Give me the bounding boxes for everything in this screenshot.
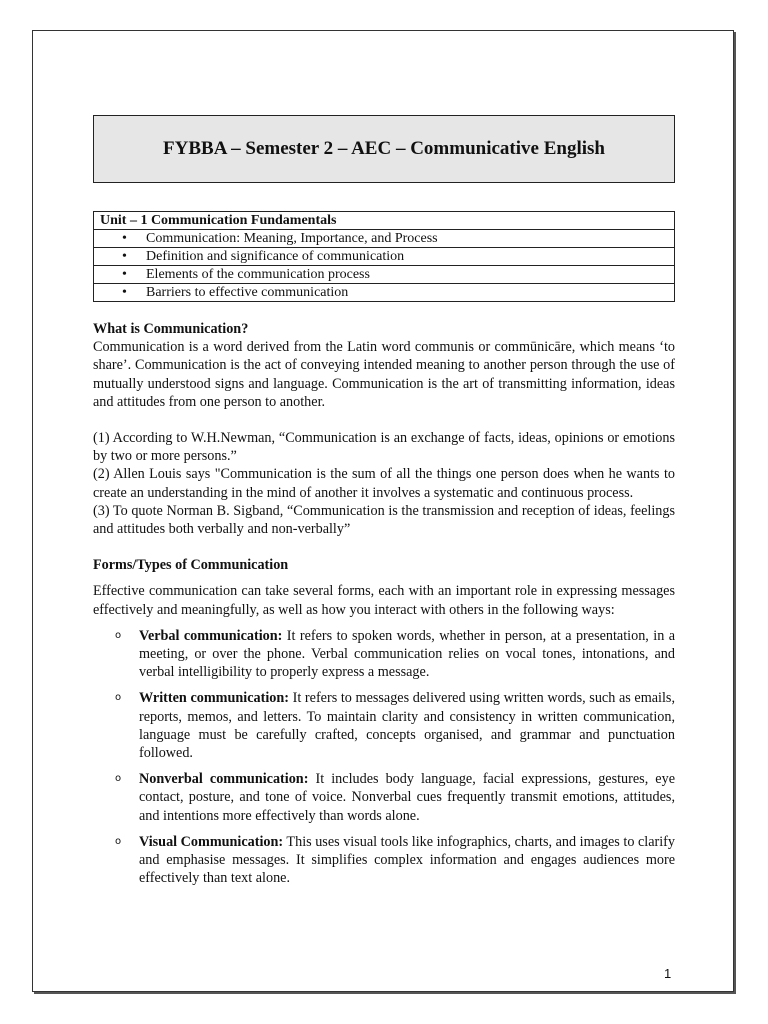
unit-heading: Unit – 1 Communication Fundamentals	[94, 212, 675, 230]
circle-bullet-icon: o	[115, 629, 122, 641]
unit-item	[94, 266, 675, 284]
list-item	[93, 627, 675, 682]
list-item-text: It refers to spoken words, whether in person, at a presentation, in a meeting, or over the phone. Verbal communication relies on vocal tones, intonations, and verbal intelligibility to properly express a message.	[139, 627, 675, 681]
forms-list	[93, 627, 675, 888]
unit-item-text: Elements of the communication process	[146, 267, 370, 282]
unit-table-row	[94, 248, 675, 266]
unit-item-text: Definition and significance of communication	[146, 249, 405, 264]
unit-table-row	[94, 284, 675, 302]
list-item	[93, 770, 675, 825]
list-item-term: Nonverbal communication:	[139, 771, 309, 788]
unit-item	[94, 284, 675, 302]
list-item-text: It refers to messages delivered using written words, such as emails, reports, memos, and letters. To maintain clarity and consistency in written communication, language must be carefully crafted, concepts organised, and grammar and punctuation followed.	[139, 690, 675, 762]
definition-3: (3) To quote Norman B. Sigband, “Communication is the transmission and reception of ideas, feelings and attitudes both verbally and non-verbally”	[93, 502, 675, 538]
unit-item-text: Barriers to effective communication	[146, 285, 349, 300]
circle-bullet-icon: o	[115, 692, 122, 704]
section-heading-forms: Forms/Types of Communication	[93, 557, 289, 574]
document-title-text: FYBBA – Semester 2 – AEC – Communicative English	[163, 138, 605, 159]
list-item	[93, 689, 675, 762]
section-heading-what-is: What is Communication?	[93, 321, 249, 337]
document-body	[93, 320, 675, 895]
unit-item	[94, 248, 675, 266]
bullet-icon: •	[122, 249, 127, 264]
what-is-paragraph: Communication is a word derived from the Latin word communis or commūnicāre, which means ‘to share’. Communication is the act of conveying intended meaning to another person through the use of mutually understood signs and language. Communication is the art of transmitting information, ideas and attitudes from one person to another.	[93, 339, 675, 410]
unit-table	[93, 211, 675, 302]
unit-item	[94, 230, 675, 248]
list-item-text: It includes body language, facial expressions, gestures, eye contact, posture, and tone of voice. Nonverbal cues frequently transmit emotions, attitudes, and intentions more effectively than words alone.	[139, 771, 675, 824]
bullet-icon: •	[122, 285, 127, 300]
bullet-icon: •	[122, 267, 127, 282]
list-item	[93, 833, 675, 888]
list-item-term: Verbal communication:	[139, 627, 283, 644]
list-item-text: This uses visual tools like infographics, charts, and images to clarify and emphasise messages. It simplifies complex information and engages audiences more effectively than text alone.	[139, 833, 675, 887]
circle-bullet-icon: o	[115, 773, 122, 785]
unit-table-row	[94, 230, 675, 248]
circle-bullet-icon: o	[115, 835, 122, 847]
bullet-icon: •	[122, 231, 127, 246]
forms-intro: Effective communication can take several forms, each with an important role in expressing messages effectively and meaningfully, as well as how you interact with others in the following ways:	[93, 583, 675, 618]
document-title	[93, 115, 675, 183]
definition-1: (1) According to W.H.Newman, “Communication is an exchange of facts, ideas, opinions or emotions by two or more persons.”	[93, 430, 675, 465]
list-item-term: Visual Communication:	[139, 833, 284, 850]
list-item-term: Written communication:	[139, 690, 289, 707]
definition-2: (2) Allen Louis says "Communication is the sum of all the things one person does when he wants to create an understanding in the mind of another it involves a systematic and continuous process.	[93, 466, 675, 501]
page-number: 1	[664, 966, 672, 981]
unit-table-header-row	[94, 212, 675, 230]
unit-item-text: Communication: Meaning, Importance, and Process	[146, 231, 438, 246]
unit-table-row	[94, 266, 675, 284]
